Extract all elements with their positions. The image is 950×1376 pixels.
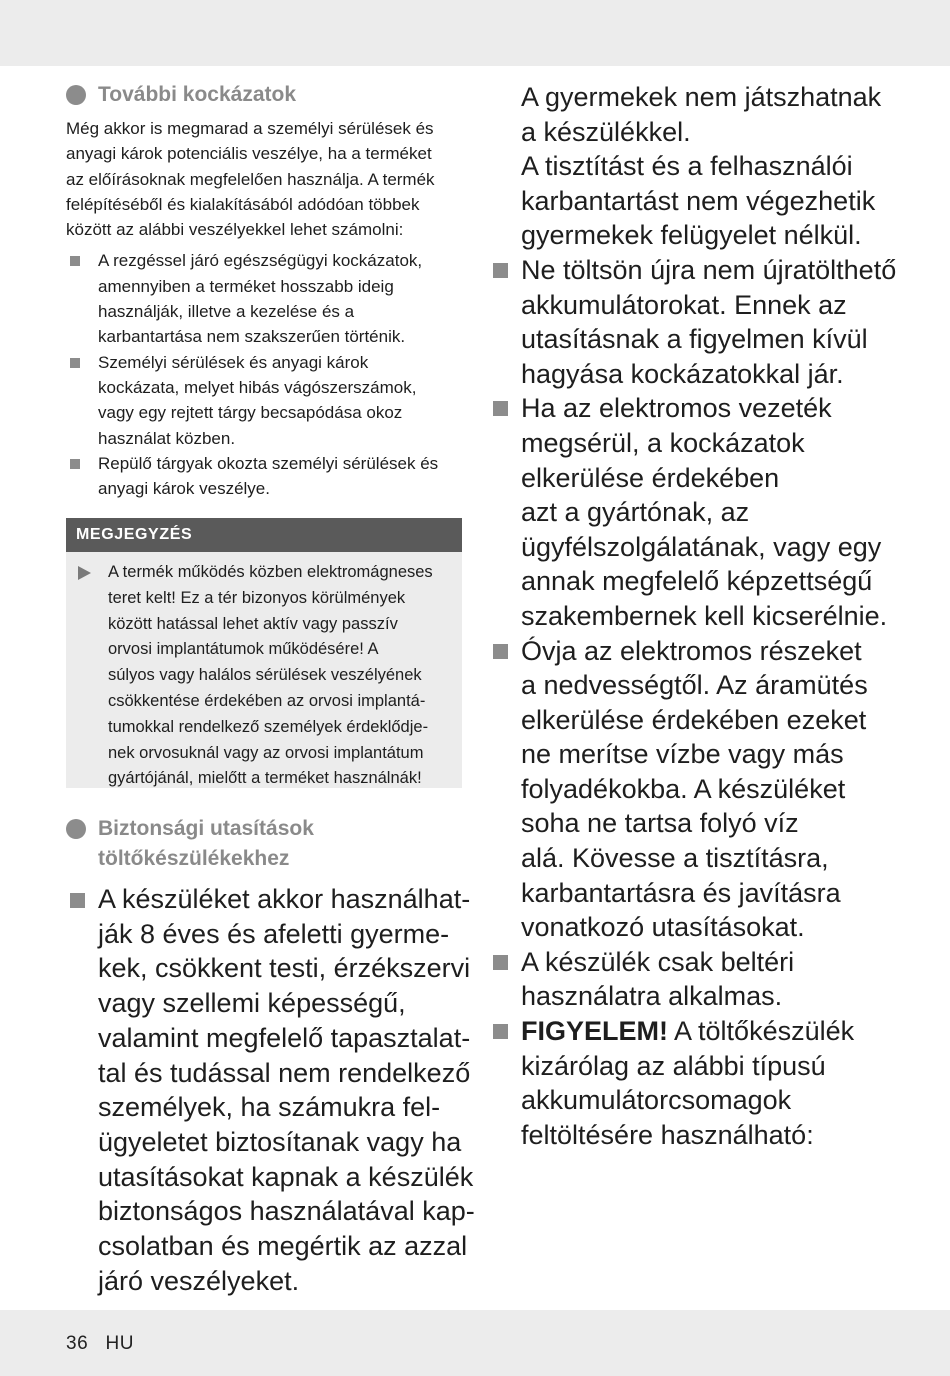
text-line: tumokkal rendelkező személyek érdeklődje-: [108, 717, 429, 736]
note-text: [66, 552, 462, 792]
section-heading-safety: [66, 814, 462, 874]
list-item: [66, 248, 462, 349]
safety-section: [66, 814, 475, 1298]
text-line: ne merítse vízbe vagy más: [521, 739, 844, 770]
list-item: [66, 451, 462, 502]
text-line: kizárólag az alábbi típusú: [521, 1050, 826, 1081]
square-bullet-icon: [70, 256, 80, 266]
warning-text: A töltőkészülék: [674, 1016, 855, 1047]
text-line: akkumulátorokat. Ennek az: [521, 289, 847, 320]
square-bullet-icon: [493, 263, 508, 278]
list-item: [492, 391, 912, 633]
note-title: MEGJEGYZÉS: [66, 518, 462, 552]
text-line: súlyos vagy halálos sérülések veszélyének: [108, 666, 422, 685]
text-line: csökkentése érdekében az orvosi implantá-: [108, 691, 426, 710]
text-line: között hatással lehet aktív vagy passzív: [108, 614, 398, 633]
arrow-right-icon: [78, 566, 91, 580]
square-bullet-icon: [493, 644, 508, 659]
header-band: [0, 0, 950, 66]
text-line: Óvja az elektromos részeket: [521, 635, 862, 666]
text-line: Ha az elektromos vezeték: [521, 393, 832, 424]
text-line: A rezgéssel járó egészségügyi kockázatok,: [98, 251, 423, 271]
text-line: gyermekek felügyelet nélkül.: [521, 220, 862, 251]
text-line: karbantartást nem végezhetik: [521, 185, 876, 216]
square-bullet-icon: [70, 358, 80, 368]
warning-label: FIGYELEM!: [521, 1016, 668, 1047]
text-line: Ne töltsön újra nem újratölthető: [521, 254, 897, 285]
text-line: vonatkozó utasításokat.: [521, 912, 805, 943]
text-line: használatra alkalmas.: [521, 981, 783, 1012]
text-line: a készülékkel.: [521, 116, 691, 147]
bullet-circle-icon: [66, 85, 86, 105]
text-line: az előírásoknak megfelelően használja. A termék: [66, 169, 435, 189]
text-line: használják, illetve a kezelése és a: [98, 302, 355, 322]
text-line: alá. Kövesse a tisztításra,: [521, 843, 829, 874]
page-footer: [66, 1333, 134, 1355]
text-line: A tisztítást és a felhasználói: [521, 151, 853, 182]
text-line: elkerülése érdekében: [521, 462, 780, 493]
square-bullet-icon: [70, 893, 85, 908]
text-line: feltöltésére használható:: [521, 1119, 814, 1150]
text-line: elkerülése érdekében ezeket: [521, 704, 867, 735]
text-line: A készüléket akkor használhat-: [98, 884, 471, 914]
text-line: anyagi károk veszélye.: [98, 479, 270, 499]
text-line: csolatban és megértik az azzal: [98, 1231, 468, 1262]
text-line: között az alábbi veszélyekkel lehet számolni:: [66, 220, 404, 240]
text-line: A termék működés közben elektromágneses: [108, 563, 433, 581]
language-code: HU: [105, 1333, 134, 1354]
text-line: ügyfélszolgálatának, vagy egy: [521, 531, 882, 562]
list-item: [492, 945, 912, 1014]
text-line: megsérül, a kockázatok: [521, 427, 805, 458]
square-bullet-icon: [70, 459, 80, 469]
text-line: hagyása kockázatokkal jár.: [521, 358, 844, 389]
text-line: utasításokat kapnak a készülék: [98, 1161, 474, 1192]
list-item: [492, 253, 912, 391]
text-line: karbantartása nem szakszerűen történik.: [98, 327, 406, 347]
text-line: kockázata, melyet hibás vágószerszámok,: [98, 377, 417, 397]
left-column: [66, 80, 462, 501]
square-bullet-icon: [493, 401, 508, 416]
text-line: [521, 1014, 912, 1049]
continuation-paragraph: [492, 80, 912, 253]
section-title: Biztonsági utasítások: [98, 817, 314, 840]
text-line: használat közben.: [98, 428, 236, 448]
text-line: karbantartásra és javításra: [521, 877, 841, 908]
text-line: gyártójánál, mielőtt a terméket használnák!: [108, 769, 422, 788]
text-line: kek, csökkent testi, érzékszervi: [98, 953, 471, 984]
list-item: [492, 634, 912, 945]
list-item: [66, 882, 475, 1298]
section-heading-risks: [66, 80, 462, 110]
footer-band: [0, 1310, 950, 1376]
text-line: akkumulátorcsomagok: [521, 1085, 792, 1116]
text-line: folyadékokba. A készüléket: [521, 773, 846, 804]
text-line: anyagi károk potenciális veszélye, ha a terméket: [66, 144, 432, 164]
text-line: teret kelt! Ez a tér bizonyos körülmények: [108, 588, 406, 607]
text-line: A gyermekek nem játszhatnak: [521, 82, 882, 112]
section-title: További kockázatok: [98, 83, 297, 106]
text-line: a nedvességtől. Az áramütés: [521, 670, 868, 701]
text-line: Még akkor is megmarad a személyi sérülések és: [66, 119, 434, 138]
text-line: személyek, ha számukra fel-: [98, 1092, 441, 1123]
text-line: orvosi implantátumok működésére! A: [108, 640, 379, 659]
text-line: biztonságos használatával kap-: [98, 1196, 475, 1227]
text-line: valamint megfelelő tapasztalat-: [98, 1022, 471, 1053]
text-line: Repülő tárgyak okozta személyi sérülések és: [98, 453, 439, 473]
text-line: járó veszélyeket.: [98, 1265, 300, 1296]
right-column: [492, 80, 912, 1152]
square-bullet-icon: [493, 1024, 508, 1039]
note-box: [66, 518, 462, 788]
square-bullet-icon: [493, 955, 508, 970]
text-line: A készülék csak beltéri: [521, 946, 795, 977]
text-line: soha ne tartsa folyó víz: [521, 808, 799, 839]
text-line: felépítéséből és kialakításából adódóan többek: [66, 194, 420, 214]
list-item: [66, 350, 462, 451]
text-line: ügyeletet biztosítanak vagy ha: [98, 1126, 462, 1157]
text-line: nek orvosuknál vagy az orvosi implantátum: [108, 743, 424, 762]
text-line: utasításnak a figyelmen kívül: [521, 324, 868, 355]
text-line: amennyiben a terméket hosszabb ideig: [98, 276, 394, 296]
section-title: töltőkészülékekhez: [98, 847, 290, 870]
bullet-circle-icon: [66, 819, 86, 839]
text-line: szakembernek kell kicserélnie.: [521, 600, 888, 631]
text-line: vagy szellemi képességű,: [98, 988, 406, 1019]
intro-paragraph: [66, 116, 462, 242]
page-number: 36: [66, 1333, 89, 1354]
text-line: annak megfelelő képzettségű: [521, 566, 873, 597]
text-line: tal és tudással nem rendelkező: [98, 1057, 471, 1088]
text-line: vagy egy rejtett tárgy becsapódása okoz: [98, 403, 403, 423]
text-line: azt a gyártónak, az: [521, 497, 750, 528]
warning-item: [492, 1014, 912, 1152]
text-line: ják 8 éves és afeletti gyerme-: [98, 918, 450, 949]
text-line: Személyi sérülések és anyagi károk: [98, 352, 369, 372]
